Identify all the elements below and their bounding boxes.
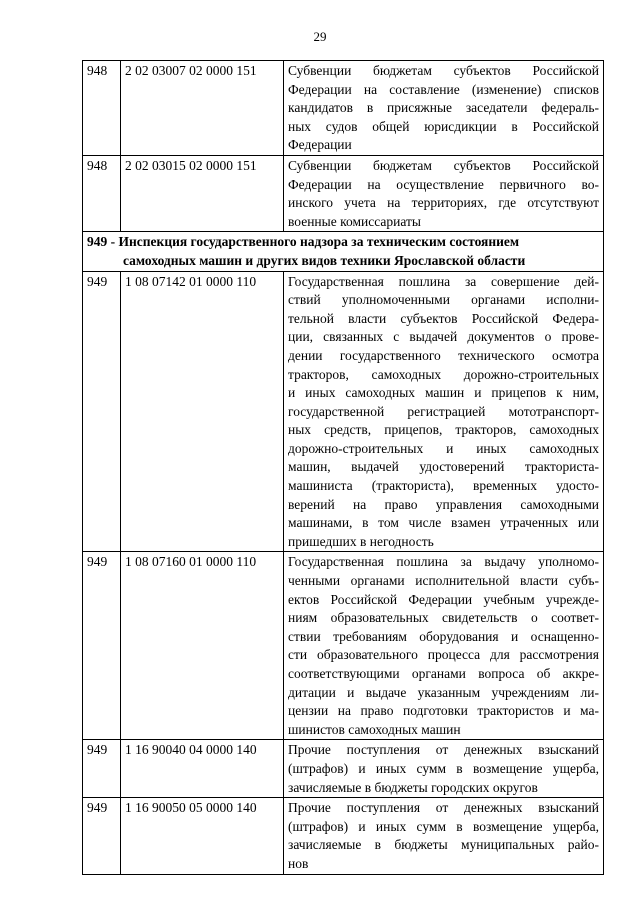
text-line: ствий уполномоченными органами исполни- [288,292,599,308]
text-line: машиниста (тракториста), временных удосто- [288,478,599,494]
budget-code-cell: 2 02 03007 02 0000 151 [121,61,284,156]
text-line: Федерации на осуществление первичного во- [288,176,599,192]
table-row [83,271,604,552]
text-line: соответствующими органами вопроса об аккре- [288,666,599,681]
admin-code-cell: 948 [83,61,121,156]
text-line: ниям образовательных свидетельств о соответ- [288,610,599,626]
text-line: ствии требованиям оборудования и оснащенно- [288,628,599,644]
text-line: Федерации [288,137,352,153]
admin-code-cell: 949 [83,798,121,874]
admin-code-cell: 949 [83,740,121,798]
text-line: дорожно-строительных и иных самоходных [288,440,599,456]
text-line: тракторов, самоходных дорожно-строительных [288,366,599,382]
table-row [83,740,604,798]
text-line: кандидатов в присяжные заседатели федераль- [288,100,599,116]
text-line: машин, выдачей удостоверений тракториста- [288,459,599,475]
text-line: зачисляемые в бюджеты городских округов [288,779,538,795]
table-row [83,552,604,740]
text-line: Государственная пошлина за совершение дей- [288,273,599,289]
text-line: дитации и выдаче указанным учреждениям ли- [288,684,599,700]
text-line: инского учета на территориях, где отсутствуют [288,195,599,211]
text-line: (штрафов) и иных сумм в возмещение ущерба, [288,818,599,834]
text-line: ченными органами исполнительной власти субъ- [288,573,599,589]
budget-code-cell: 1 08 07142 01 0000 110 [121,271,284,552]
text-line: цензии на право подготовки трактористов и ма- [288,703,599,719]
text-line: сти образовательного процесса для рассмотрения [288,647,599,663]
text-line: ных судов общей юрисдикции в Российской [288,118,599,134]
section-heading-line: самоходных машин и других видов техники Ярославской области [123,252,526,268]
budget-code-cell: 1 16 90040 04 0000 140 [121,740,284,798]
section-heading-line: 949 - Инспекция государственного надзора за техническим состоянием [87,234,520,250]
text-line: машинами, в том числе взамен утраченных или [288,515,599,531]
text-line: нов [288,855,309,871]
revenue-name-cell [284,61,604,156]
text-line: Государственная пошлина за выдачу уполномо- [288,554,599,570]
admin-code-cell: 948 [83,155,121,231]
text-line: пришедших в негодность [288,533,434,549]
text-line: военные комиссариаты [288,213,421,229]
revenue-name-cell [284,155,604,231]
table-row [83,798,604,874]
admin-code-cell: 949 [83,552,121,740]
section-heading-row [83,232,604,271]
text-line: ных средств, прицепов, тракторов, самоходных [288,422,599,438]
revenue-name-cell [284,798,604,874]
text-line: дении государственного технического осмотра [288,347,599,363]
text-line: Субвенции бюджетам субъектов Российской [288,157,599,173]
budget-revenue-table [82,60,604,875]
budget-code-cell: 1 16 90050 05 0000 140 [121,798,284,874]
text-line: Прочие поступления от денежных взысканий [288,742,599,758]
revenue-name-cell [284,271,604,552]
revenue-name-cell [284,740,604,798]
text-line: Федерации на составление (изменение) списков [288,81,599,97]
text-line: ции, связанных с выдачей документов о прове- [288,329,599,345]
budget-code-cell: 1 08 07160 01 0000 110 [121,552,284,740]
section-heading [83,232,604,271]
table-row [83,155,604,231]
text-line: государственной регистрацией мототранспорт- [288,403,599,419]
text-line: ектов Российской Федерации учебным учрежде- [288,591,599,607]
text-line: зачисляемые в бюджеты муниципальных райо- [288,837,599,853]
text-line: Субвенции бюджетам субъектов Российской [288,63,599,78]
text-line: (штрафов) и иных сумм в возмещение ущерба, [288,760,599,776]
revenue-name-cell [284,552,604,740]
text-line: и иных самоходных машин и прицепов к ним, [288,385,599,401]
text-line: тельной власти субъектов Российской Федера- [288,310,599,326]
admin-code-cell: 949 [83,271,121,552]
budget-code-cell: 2 02 03015 02 0000 151 [121,155,284,231]
text-line: шинистов самоходных машин [288,721,461,737]
page-number: 29 [313,29,327,44]
text-line: верений на право управления самоходными [288,496,599,512]
table-row [83,61,604,156]
text-line: Прочие поступления от денежных взысканий [288,800,599,816]
